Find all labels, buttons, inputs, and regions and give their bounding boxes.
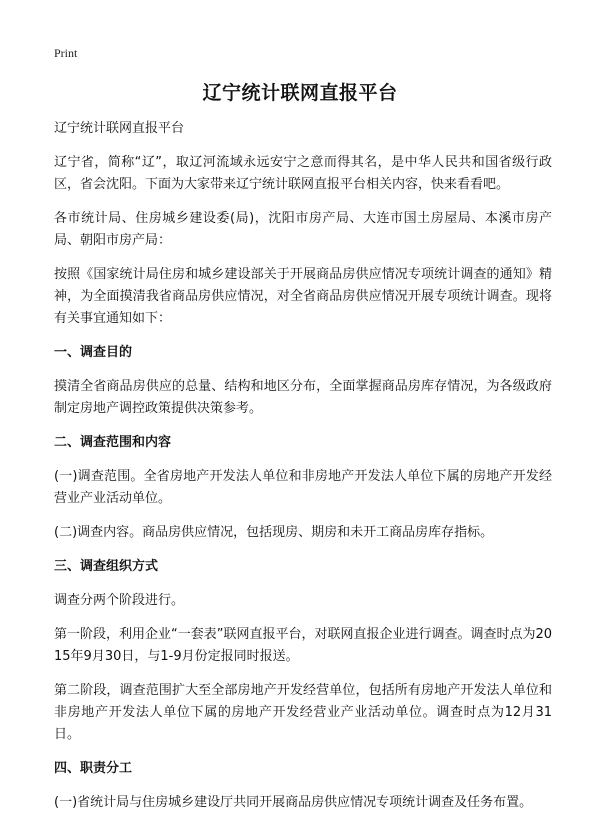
notice-paragraph: 按照《国家统计局住房和城乡建设部关于开展商品房供应情况专项统计调查的通知》精神，为全面摸清我省商品房供应情况，对全省商品房供应情况开展专项统计调查。现将有关事宜通知如下：: [54, 267, 552, 326]
intro-heading: 辽宁统计联网直报平台: [54, 121, 185, 136]
stage-two-paragraph: 第二阶段，调查范围扩大至全部房地产开发经营单位，包括所有房地产开发法人单位和非房地产开发法人单位下属的房地产开发经营业产业活动单位。调查时点为12月31日。: [54, 683, 552, 742]
section-heading-duties: 四、职责分工: [54, 761, 133, 776]
duties-paragraph: (一)省统计局与住房城乡建设厅共同开展商品房供应情况专项统计调查及任务布置。: [54, 795, 533, 810]
stage-one-paragraph: 第一阶段，利用企业“一套表”联网直报平台，对联网直报企业进行调查。调查时点为2015年9月30日，与1-9月份定报同时报送。: [54, 627, 553, 664]
section-heading-organization: 三、调查组织方式: [54, 559, 159, 574]
print-link[interactable]: Print: [54, 46, 78, 60]
section-heading-scope: 二、调查范围和内容: [54, 435, 172, 450]
page-title: 辽宁统计联网直报平台: [202, 82, 398, 104]
section-heading-purpose: 一、调查目的: [54, 345, 133, 360]
purpose-paragraph: 摸清全省商品房供应的总量、结构和地区分布，全面掌握商品房库存情况，为各级政府制定房地产调控政策提供决策参考。: [54, 379, 552, 416]
content-paragraph: (二)调查内容。商品房供应情况，包括现房、期房和未开工商品房库存指标。: [54, 525, 494, 540]
intro-paragraph: 辽宁省，简称“辽”，取辽河流域永远安宁之意而得其名，是中华人民共和国省级行政区，省会沈阳。下面为大家带来辽宁统计联网直报平台相关内容，快来看看吧。: [54, 155, 552, 192]
article-body: [54, 118, 552, 826]
scope-paragraph: (一)调查范围。全省房地产开发法人单位和非房地产开发法人单位下属的房地产开发经营业产业活动单位。: [54, 469, 552, 506]
stages-paragraph: 调查分两个阶段进行。: [54, 593, 185, 608]
recipients-paragraph: 各市统计局、住房城乡建设委(局)，沈阳市房产局、大连市国土房屋局、本溪市房产局、朝阳市房产局：: [54, 211, 552, 248]
